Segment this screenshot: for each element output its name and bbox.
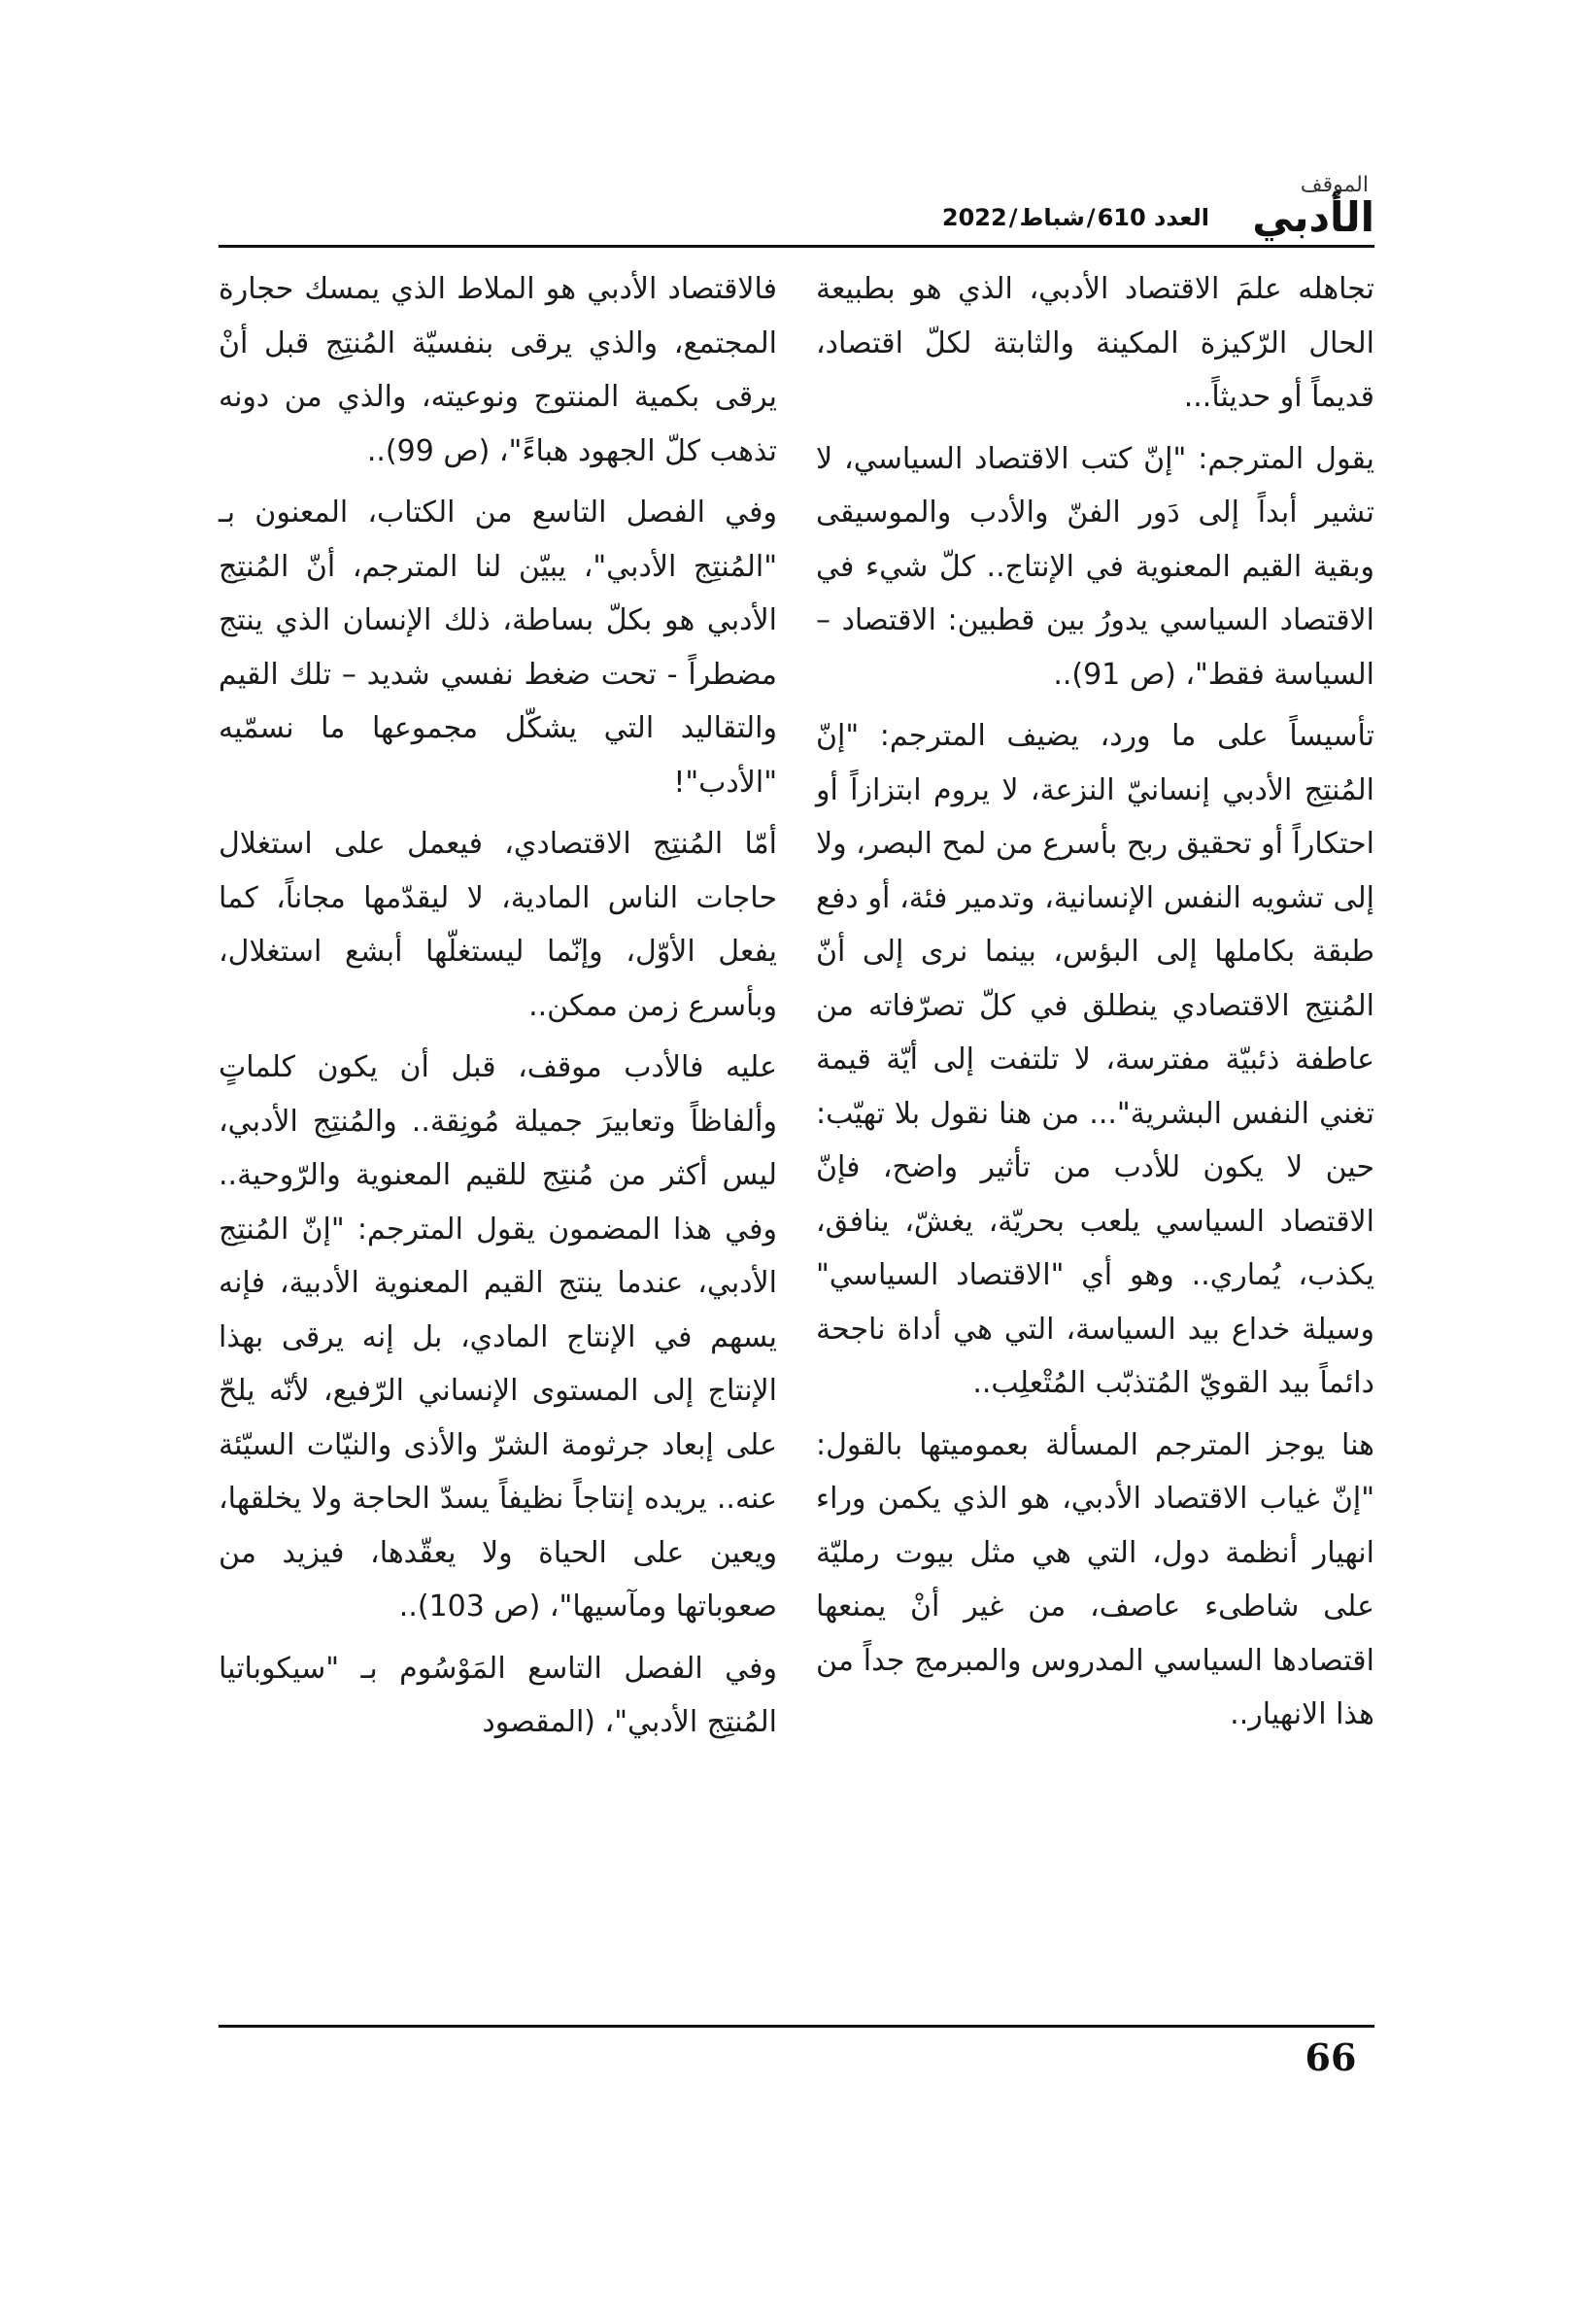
paragraph: تجاهله علمَ الاقتصاد الأدبي، الذي هو بطبيعة الحال الرّكيزة المكينة والثابتة لكلّ اقتصاد، قديماً أو حديثاً... [816,272,1374,414]
issue-number: 610 [1097,204,1146,231]
logo-big-text: الأدبي [1252,193,1374,241]
page-header [219,175,1374,243]
page-number: 66 [1305,2035,1357,2079]
paragraph: أمّا المُنتِج الاقتصادي، فيعمل على استغلال حاجات الناس المادية، لا ليقدّمها مجاناً، كما يفعل الأوّل، وإنّما ليستغلّها أبشع استغلال، وبأسرع زمن ممكن.. [219,827,777,1023]
footer-divider [219,2025,1374,2028]
header-divider [219,245,1374,248]
issue-label: العدد [1154,204,1209,231]
logo-small-text: الموقف [1300,173,1369,197]
separator: / [1008,204,1018,231]
issue-info [942,204,1209,231]
magazine-logo [1229,175,1374,243]
paragraph: وفي الفصل التاسع المَوْسُوم بـ "سيكوباتيا المُنتِج الأدبي"، (المقصود [219,1651,777,1739]
right-column [816,262,1374,2011]
issue-year: 2022 [941,204,1007,231]
left-column [219,262,777,2011]
issue-month: شباط [1019,204,1085,231]
separator: / [1086,204,1096,231]
paragraph: عليه فالأدب موقف، قبل أن يكون كلماتٍ وألفاظاً وتعابيرَ جميلة مُونِقة.. والمُنتِج الأدبي، ليس أكثر من مُنتِج للقيم المعنوية والرّوحية.. وفي هذا المضمون يقول المترجم: "إنّ المُنتِج الأدبي، عندما ينتج القيم المعنوية الأدبية، فإنه يسهم في الإنتاج المادي، بل إنه يرقى بهذا الإنتاج إلى المستوى الإنساني الرّفيع، لأنّه يلحّ على إبعاد جرثومة الشرّ والأذى والنيّات السيّئة عنه.. يريده إنتاجاً نظيفاً يسدّ الحاجة ولا يخلقها، ويعين على الحياة ولا يعقّدها، فيزيد من صعوباتها ومآسيها"، (ص 103).. [219,1050,777,1623]
paragraph: هنا يوجز المترجم المسألة بعموميتها بالقول: "إنّ غياب الاقتصاد الأدبي، هو الذي يكمن وراء انهيار أنظمة دول، التي هي مثل بيوت رمليّة على شاطىء عاصف، من غير أنْ يمنعها اقتصادها السياسي المدروس والمبرمج جداً من هذا الانهيار.. [816,1427,1374,1731]
paragraph: وفي الفصل التاسع من الكتاب، المعنون بـ "المُنتِج الأدبي"، يبيّن لنا المترجم، أنّ المُنتِج الأدبي هو بكلّ بساطة، ذلك الإنسان الذي ينتج مضطراً - تحت ضغط نفسي شديد – تلك القيم والتقاليد التي يشكّل مجموعها ما نسمّيه "الأدب"! [219,496,777,800]
paragraph: فالاقتصاد الأدبي هو الملاط الذي يمسك حجارة المجتمع، والذي يرقى بنفسيّة المُنتِج قبل أنْ يرقى بكمية المنتوج ونوعيته، والذي من دونه تذهب كلّ الجهود هباءً"، (ص 99).. [219,272,777,468]
paragraph: يقول المترجم: "إنّ كتب الاقتصاد السياسي، لا تشير أبداً إلى دَور الفنّ والأدب والموسيقى وبقية القيم المعنوية في الإنتاج.. كلّ شيء في الاقتصاد السياسي يدورُ بين قطبين: الاقتصاد – السياسة فقط"، (ص 91).. [816,441,1374,692]
paragraph: تأسيساً على ما ورد، يضيف المترجم: "إنّ المُنتِج الأدبي إنسانيّ النزعة، لا يروم ابتزازاً أو احتكاراً أو تحقيق ربح بأسرع من لمح البصر، ولا إلى تشويه النفس الإنسانية، وتدمير فئة، أو دفع طبقة بكاملها إلى البؤس، بينما نرى إلى أنّ المُنتِج الاقتصادي ينطلق في كلّ تصرّفاته من عاطفة ذئبيّة مفترسة، لا تلتفت إلى أيّة قيمة تغني النفس البشرية"... من هنا نقول بلا تهيّب: حين لا يكون للأدب من تأثير واضح، فإنّ الاقتصاد السياسي يلعب بحريّة، يغشّ، ينافق، يكذب، يُماري.. وهو أي "الاقتصاد السياسي" وسيلة خداع بيد السياسة، التي هي أداة ناجحة دائماً بيد القويّ المُتذبّب المُتْعلِب.. [816,719,1374,1400]
